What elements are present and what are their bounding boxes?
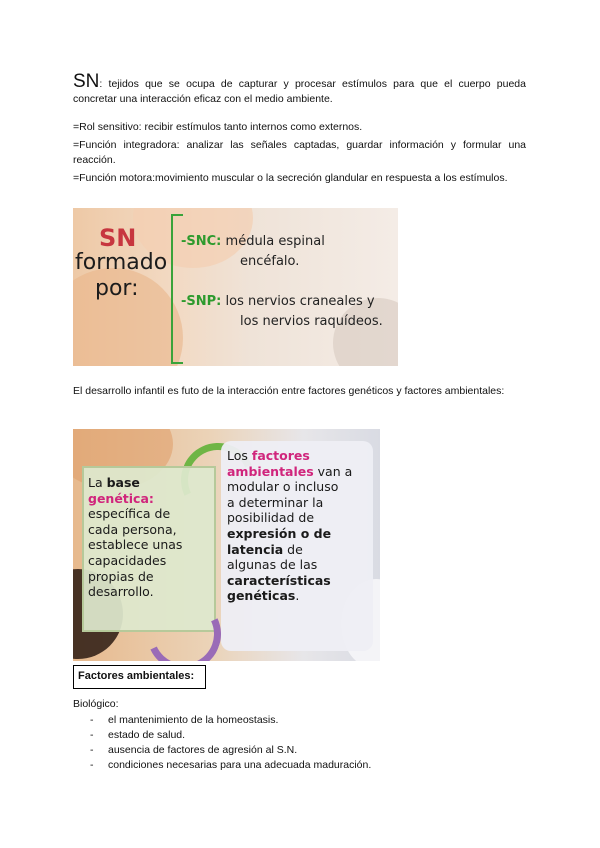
item-integrative: =Función integradora: analizar las señales captadas, guardar información y formular una reacción. [73,139,526,166]
sn-definition [73,71,526,107]
bullet: - [90,729,94,741]
section-heading-box [73,665,206,689]
env-l9: características [227,572,331,588]
genetic-box-text [88,475,182,600]
item-motor: =Función motora:movimiento muscular o la secreción glandular en respuesta a los estímulos. [73,172,508,184]
list-item-text: condiciones necesarias para una adecuada maduración. [108,759,372,771]
diagram-title-por: por: [95,276,139,301]
env-l2a: ambientales [227,463,314,479]
sn-text: : tejidos que se ocupa de capturar y procesar estímulos para que el cuerpo pueda concretar una interacción eficaz con el medio ambiente. [73,78,526,105]
env-l10: genéticas [227,588,296,604]
diagram-title-sn: SN [99,224,137,252]
genetic-line-3: específica de [88,506,171,522]
genetic-line-5: establece unas [88,537,183,553]
bullet: - [90,744,94,756]
sn-word: SN [73,71,100,92]
genetic-line-4: cada persona, [88,521,177,537]
section-heading: Factores ambientales: [78,670,195,682]
bullet: - [90,759,94,771]
snp-row [181,294,375,309]
genetic-environment-image [73,429,380,661]
env-l8: algunas de las [227,557,318,573]
snc-row [181,234,325,249]
list-item-text: el mantenimiento de la homeostasis. [108,714,279,726]
env-l5: posibilidad de [227,510,315,526]
genetic-line-genetica: genética: [88,490,154,506]
diagram-title-formado: formado [75,250,168,275]
genetic-line-7: propias de [88,568,154,584]
env-l3: modular o incluso [227,479,339,495]
genetic-line-la: La [88,475,107,490]
bullet: - [90,714,94,726]
item-sensitive: =Rol sensitivo: recibir estímulos tanto internos como externos. [73,121,363,133]
env-l1b: factores [251,448,310,463]
environment-box-text [227,448,352,604]
env-l7b: de [283,541,303,557]
development-paragraph: El desarrollo infantil es futo de la interacción entre factores genéticos y factores ambientales: [73,385,505,397]
sn-diagram-image [73,208,398,366]
env-l2b: van a [313,463,353,479]
snc-label: -SNC: [181,234,222,249]
genetic-line-base: base [106,475,140,490]
env-l4: a determinar la [227,494,324,510]
snc-line2: encéfalo. [240,254,300,269]
genetic-line-6: capacidades [88,552,167,568]
snp-label: -SNP: [181,294,222,309]
env-l1a: Los [227,448,252,463]
snp-line2: los nervios raquídeos. [240,314,383,329]
snc-line1: médula espinal [225,234,325,249]
genetic-line-8: desarrollo. [88,584,154,600]
env-l10b: . [295,588,300,604]
section-subheading: Biológico: [73,698,119,710]
list-item-text: estado de salud. [108,729,186,741]
env-l7a: latencia [227,541,284,557]
list-item-text: ausencia de factores de agresión al S.N. [108,744,298,756]
snp-line1: los nervios craneales y [225,294,375,309]
env-l6: expresión o de [227,525,332,541]
